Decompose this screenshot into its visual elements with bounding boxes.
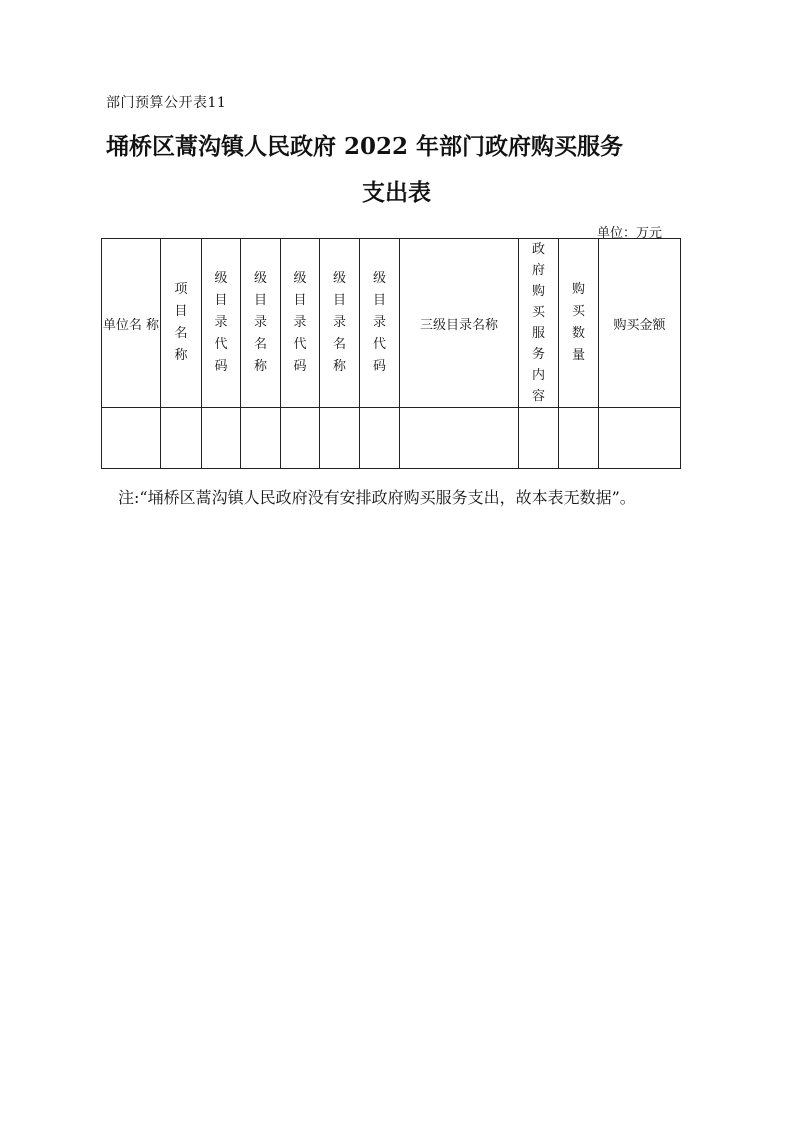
table-cell bbox=[360, 408, 400, 469]
table-note: 注:“埇桥区蒿沟镇人民政府没有安排政府购买服务支出，故本表无数据”。 bbox=[118, 488, 636, 507]
table-cell bbox=[320, 408, 360, 469]
column-header-project-name: 项目名称 bbox=[161, 239, 202, 408]
table-cell bbox=[161, 408, 202, 469]
document-label: 部门预算公开表11 bbox=[106, 95, 227, 111]
table-cell bbox=[519, 408, 559, 469]
page-title-continued: 支出表 bbox=[362, 179, 431, 206]
column-header-level1-name: 级目录名称 bbox=[241, 239, 281, 408]
table-header-row bbox=[102, 239, 681, 408]
table-row bbox=[102, 408, 681, 469]
table-cell bbox=[202, 408, 241, 469]
column-header-level1-code: 级目录代码 bbox=[202, 239, 241, 408]
table-cell bbox=[400, 408, 519, 469]
column-header-service-content: 政府购买服务内容 bbox=[519, 239, 559, 408]
column-header-level2-code: 级目录代码 bbox=[281, 239, 320, 408]
page-title: 埇桥区蒿沟镇人民政府 2022 年部门政府购买服务 bbox=[106, 133, 624, 160]
table-cell bbox=[559, 408, 599, 469]
table-cell bbox=[102, 408, 161, 469]
column-header-purchase-quantity: 购买数量 bbox=[559, 239, 599, 408]
table-cell bbox=[281, 408, 320, 469]
column-header-level3-name: 三级目录名称 bbox=[400, 239, 519, 408]
table-cell bbox=[599, 408, 681, 469]
column-header-level2-name: 级目录名称 bbox=[320, 239, 360, 408]
column-header-unit-name: 单位名 称 bbox=[102, 239, 161, 408]
column-header-level3-code: 级目录代码 bbox=[360, 239, 400, 408]
table-cell bbox=[241, 408, 281, 469]
unit-label: 单位：万元 bbox=[597, 226, 663, 241]
expenditure-table bbox=[101, 238, 681, 469]
column-header-purchase-amount: 购买金额 bbox=[599, 239, 681, 408]
